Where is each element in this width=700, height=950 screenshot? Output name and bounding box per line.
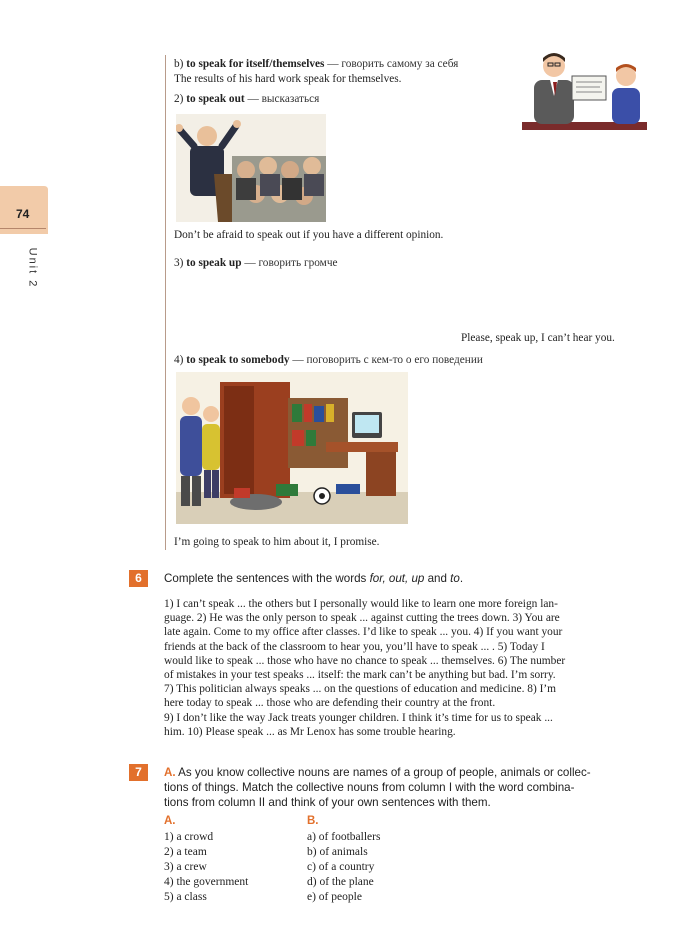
tab-divider [0,228,46,229]
column-b-item: c) of a country [307,861,375,873]
exercise-6-line: would like to speak ... those who have no chance to speak ... themselves. 6) The number [164,654,566,667]
presenters-illustration [522,50,647,132]
exercise-6-line: him. 10) Please speak ... as Mr Lenox has some trouble hearing. [164,725,456,738]
column-b-item: b) of animals [307,846,368,858]
exercise-6-number: 6 [129,570,148,587]
unit-label: Unit 2 [26,247,39,289]
exercise-6-line: friends at the back of the classroom to hear you, you’ll have to speak ... . 5) Today I [164,640,545,653]
exercise-6-line: here today to speak ... those who are defending their country at the front. [164,697,496,710]
exercise-6-line: 9) I don’t like the way Jack treats younger children. I think it’s time for us to speak ... [164,711,553,724]
phrase-2-caption: Don’t be afraid to speak out if you have a different opinion. [174,229,444,241]
exercise-6-line: 7) This politician always speaks ... on the questions of education and medicine. 8) I’m [164,683,557,696]
column-a-item: 3) a crew [164,861,207,873]
column-b-heading: B. [307,815,319,827]
column-b-item: a) of footballers [307,831,381,843]
column-b-item: d) of the plane [307,876,374,888]
messy-room-illustration [176,372,408,524]
phrase-4: 4) to speak to somebody — поговорить с кем-то о его поведении [174,354,483,366]
exercise-6-line: of mistakes in your test speaks ... itself: the mark can’t be anything but bad. I’m sorry. [164,669,556,682]
speaker-illustration [176,114,326,222]
exercise-6-line: 1) I can’t speak ... the others but I personally would like to learn one more foreign lan- [164,598,558,610]
column-a-item: 2) a team [164,846,207,858]
exercise-6-line: guage. 2) He was the only person to speak ... against cutting the trees down. 3) You are [164,612,560,625]
exercise-7-instruction: A. As you know collective nouns are names of a group of people, animals or collec- tions of things. Match the collective nouns from column I with the word combina- tions from column II and think of your own sentences with them. [164,766,591,809]
column-b-item: e) of people [307,891,362,903]
phrase-4-caption: I’m going to speak to him about it, I promise. [174,536,380,548]
column-a [164,830,248,905]
phrase-b-example: The results of his hard work speak for themselves. [174,73,402,85]
column-a-item: 5) a class [164,891,207,903]
column-a-item: 4) the government [164,876,249,888]
column-b [307,830,380,905]
exercise-7-number: 7 [129,764,148,781]
phrase-b: b) to speak for itself/themselves — говорить самому за себя [174,58,459,70]
phrase-3: 3) to speak up — говорить громче [174,257,338,269]
exercise-6-sentences [164,597,652,739]
exercise-6-instruction: Complete the sentences with the words for, out, up and to. [164,572,464,585]
phrase-3-caption: Please, speak up, I can’t hear you. [461,332,615,344]
phrase-2: 2) to speak out — высказаться [174,93,320,105]
exercise-6-line: late again. Come to my office after classes. I’d like to speak ... you. 4) If you want your [164,626,563,639]
section-rule [165,55,166,550]
column-a-item: 1) a crowd [164,831,214,843]
page-number: 74 [16,207,30,221]
column-a-heading: A. [164,815,176,827]
